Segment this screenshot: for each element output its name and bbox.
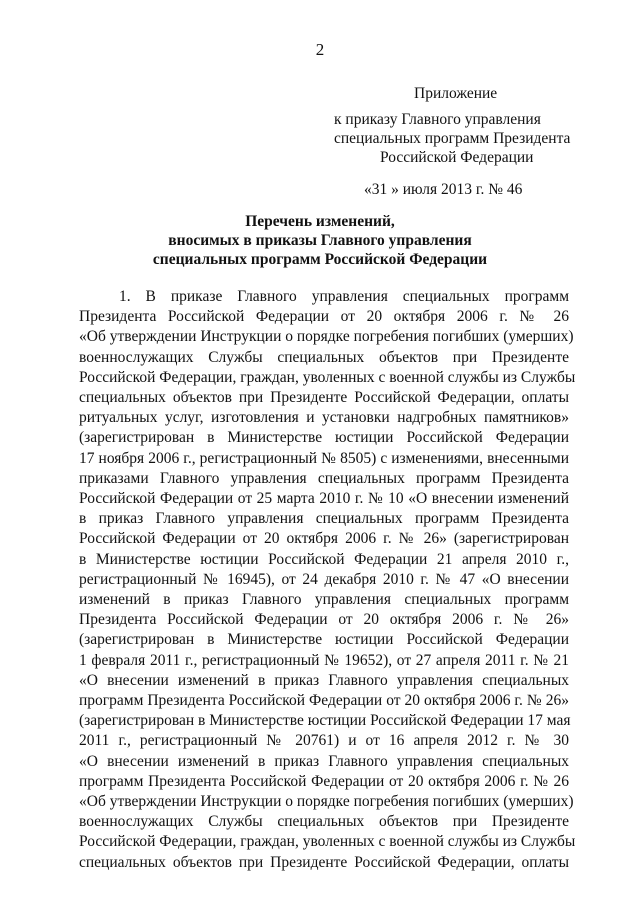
appendix-date: «31 » июля 2013 г. № 46 (364, 181, 523, 198)
appendix-title: Приложение (414, 85, 498, 102)
body-line: изменений в приказ Главного управления специальных программ (79, 591, 569, 609)
body-line: в Министерстве юстиции Российской Федерации 21 апреля 2010 г., (79, 550, 569, 568)
body-line: военнослужащих Службы специальных объектов при Президенте (79, 348, 569, 366)
body-line: (зарегистрирован в Министерстве юстиции Российской Федерации (79, 429, 569, 447)
heading-line: Перечень изменений, (245, 213, 395, 230)
body-line: программ Президента Российской Федерации от 20 октября 2006 г. № 26» (79, 692, 569, 710)
body-line: Российской Федерации от 25 марта 2010 г. № 10 «О внесении изменений (79, 490, 569, 508)
heading-line: специальных программ Российской Федерации (152, 251, 488, 268)
body-line: «О внесении изменений в приказ Главного управления специальных (79, 671, 569, 689)
body-line: Российской Федерации, граждан, уволенных с военной службы из Службы (79, 833, 576, 851)
body-line: 1. В приказе Главного управления специальных программ (119, 288, 569, 305)
body-line: в приказ Главного управления специальных программ Президента (79, 510, 569, 528)
body-line: (зарегистрирован в Министерстве юстиции Российской Федерации (79, 631, 569, 649)
appendix-line: Российской Федерации (380, 149, 534, 166)
body-line: специальных объектов при Президенте Российской Федерации, оплаты (79, 389, 569, 407)
body-line: специальных объектов при Президенте Российской Федерации, оплаты (79, 853, 569, 871)
body-line: Российской Федерации, граждан, уволенных с военной службы из Службы (79, 368, 576, 386)
body-line: «О внесении изменений в приказ Главного управления специальных (79, 752, 569, 770)
body-line: 17 ноября 2006 г., регистрационный № 8505) с изменениями, внесенными (79, 449, 569, 467)
page-number: 2 (315, 40, 325, 59)
body-line: (зарегистрирован в Министерстве юстиции Российской Федерации 17 мая (79, 712, 571, 730)
body-line: «Об утверждении Инструкции о порядке погребения погибших (умерших) (79, 328, 574, 346)
body-line: 1 февраля 2011 г., регистрационный № 19652), от 27 апреля 2011 г. № 21 (79, 651, 569, 669)
body-text (79, 287, 576, 873)
body-line: Президента Российской Федерации от 20 октября 2006 г. № 26» (79, 611, 569, 629)
heading-line: вносимых в приказы Главного управления (168, 232, 472, 249)
body-line: 2011 г., регистрационный № 20761) и от 16 апреля 2012 г. № 30 (79, 732, 569, 750)
body-line: программ Президента Российской Федерации от 20 октября 2006 г. № 26 (79, 772, 569, 790)
appendix-line: к приказу Главного управления (334, 111, 541, 128)
body-line: Президента Российской Федерации от 20 октября 2006 г. № 26 (79, 308, 569, 326)
body-line: регистрационный № 16945), от 24 декабря 2010 г. № 47 «О внесении (79, 570, 569, 588)
body-line: Российской Федерации от 20 октября 2006 г. № 26» (зарегистрирован (79, 530, 569, 548)
document-heading (0, 212, 640, 269)
appendix-line: специальных программ Президента (334, 130, 571, 147)
appendix-block (334, 84, 624, 199)
body-line: «Об утверждении Инструкции о порядке погребения погибших (умерших) (79, 793, 574, 811)
body-line: ритуальных услуг, изготовления и установки надгробных памятников» (79, 409, 569, 427)
body-line: военнослужащих Службы специальных объектов при Президенте (79, 813, 569, 831)
body-line: приказами Главного управления специальных программ Президента (79, 469, 569, 487)
